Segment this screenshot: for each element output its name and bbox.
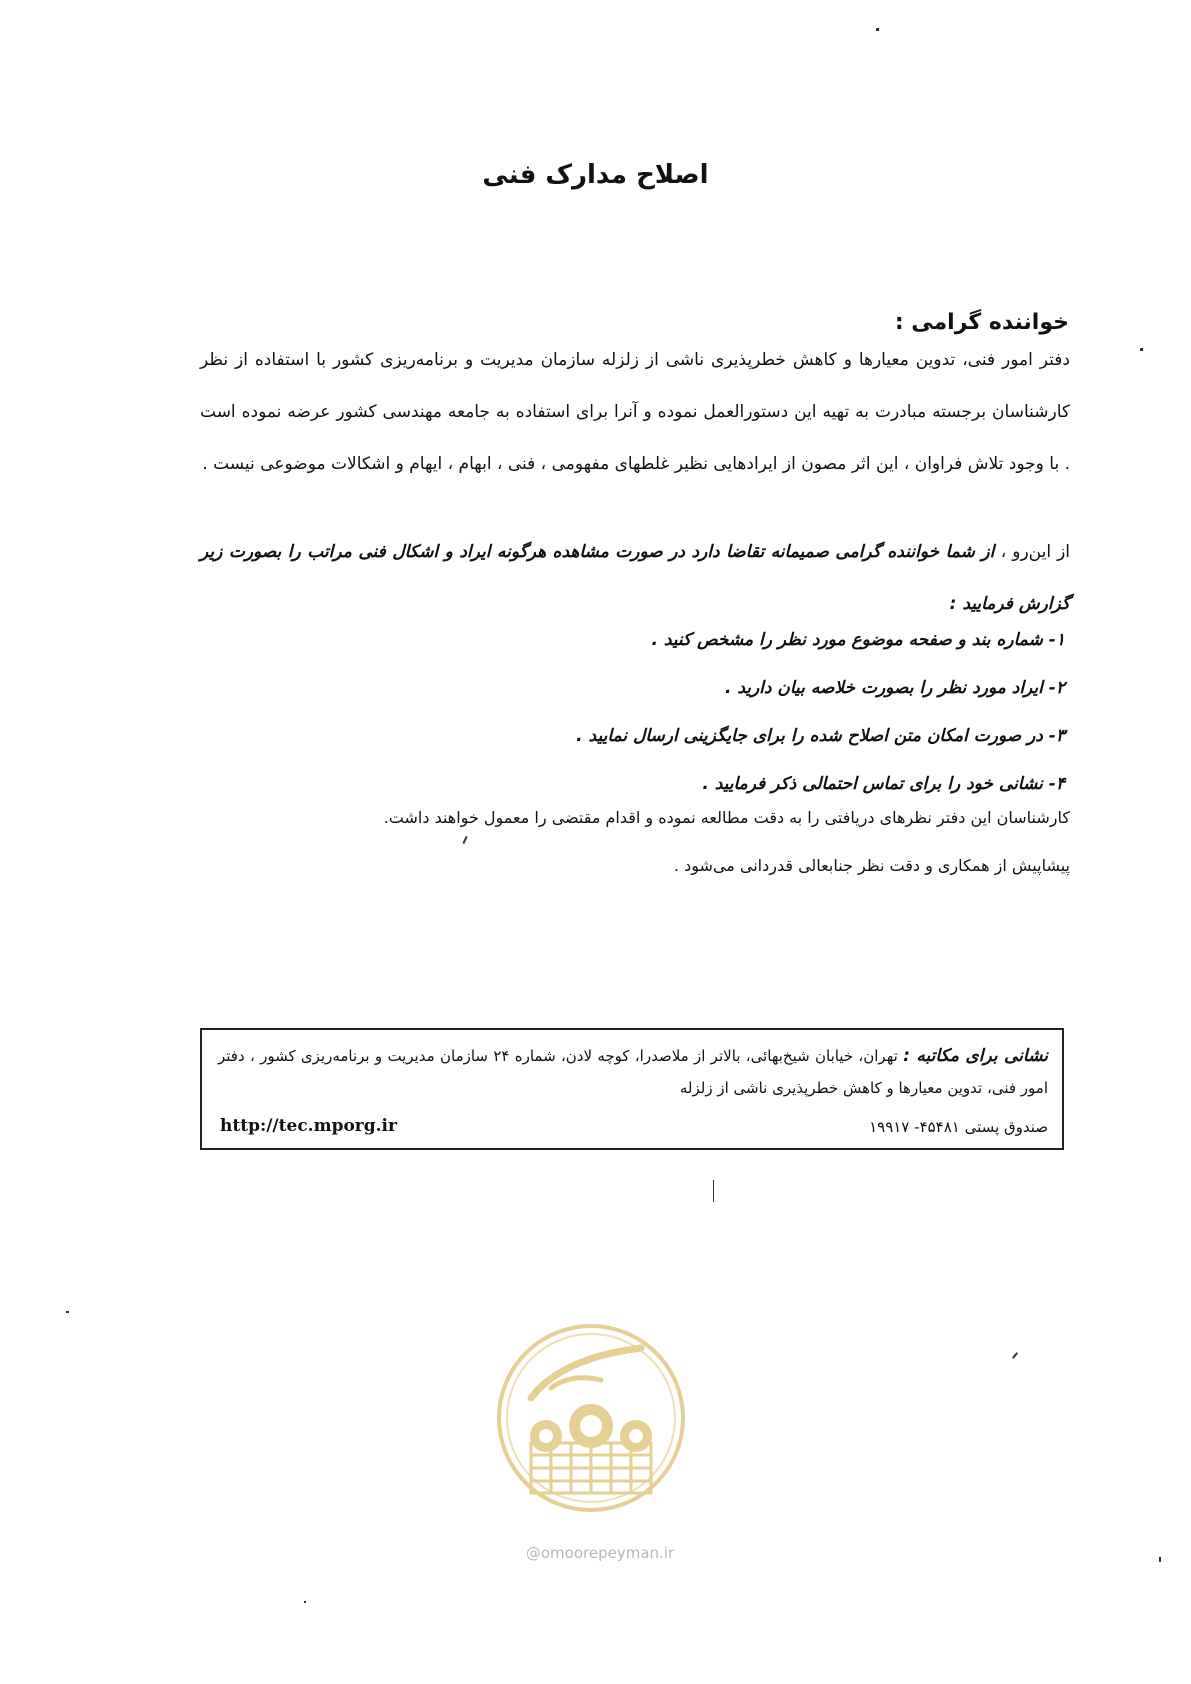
closing-section <box>200 794 1070 890</box>
scan-speck <box>304 1601 306 1603</box>
request-section <box>200 526 1070 630</box>
scan-speck <box>1159 1557 1161 1562</box>
postal-box: صندوق پستی ۴۵۴۸۱- ۱۹۹۱۷ <box>869 1118 1048 1136</box>
report-items-list <box>200 616 1070 808</box>
list-item: ۱- شماره بند و صفحه موضوع مورد نظر را مشخص کنید . <box>651 630 1065 650</box>
address-box <box>200 1028 1064 1150</box>
list-item: ۴- نشانی خود را برای تماس احتمالی ذکر فرمایید . <box>702 774 1065 794</box>
closing-line: کارشناسان این دفتر نظرهای دریافتی را به دقت مطالعه نموده و اقدام مقتضی را معمول خواهند داشت. <box>383 808 1070 827</box>
salutation: خواننده گرامی : <box>894 310 1069 335</box>
request-lead: از این‌رو ، <box>1000 542 1070 562</box>
intro-section <box>200 334 1070 490</box>
website-url[interactable]: http://tec.mporg.ir <box>220 1116 397 1136</box>
scan-speck <box>66 1311 69 1313</box>
scan-speck <box>876 28 879 31</box>
publisher-logo-icon <box>491 1318 691 1518</box>
watermark-site: @omoorepeyman.ir <box>525 1544 675 1562</box>
scan-speck <box>713 1180 714 1202</box>
page-title: اصلاح مدارک فنی <box>482 160 709 190</box>
intro-paragraph: دفتر امور فنی، تدوین معیارها و کاهش خطرپذیری ناشی از زلزله سازمان مدیریت و برنامه‌ریزی کشور با استفاده از نظر کارشناسان برجسته مبادرت به تهیه این دستورالعمل نموده و آنرا برای استفاده به جامعه مهندسی کشور عرضه نموده است . با وجود تلاش فراوان ، این اثر مصون از ایرادهایی نظیر غلطهای مفهومی ، فنی ، ابهام ، ایهام و اشکالات موضوعی نیست . <box>200 350 1070 474</box>
address-value: تهران، خیابان شیخ‌بهائی، بالاتر از ملاصدرا، کوچه لادن، شماره ۲۴ سازمان مدیریت و برنامه‌ریزی کشور ، دفتر امور فنی، تدوین معیارها و کاهش خطرپذیری ناشی از زلزله <box>218 1047 1048 1097</box>
closing-line: پیشاپیش از همکاری و دقت نظر جنابعالی قدردانی می‌شود . <box>673 856 1070 875</box>
scan-speck <box>1140 348 1143 351</box>
list-item: ۳- در صورت امکان متن اصلاح شده را برای جایگزینی ارسال نمایید . <box>576 726 1065 746</box>
request-paragraph <box>200 526 1070 630</box>
request-text: از شما خواننده گرامی صمیمانه تقاضا دارد در صورت مشاهده هرگونه ایراد و اشکال فنی مراتب را بصورت زیر گزارش فرمایید : <box>200 542 1070 614</box>
list-item: ۲- ایراد مورد نظر را بصورت خلاصه بیان دارید . <box>724 678 1065 698</box>
scan-speck <box>1012 1352 1018 1359</box>
address-label: نشانی برای مکاتبه : <box>903 1046 1048 1066</box>
address-text <box>218 1040 1048 1104</box>
